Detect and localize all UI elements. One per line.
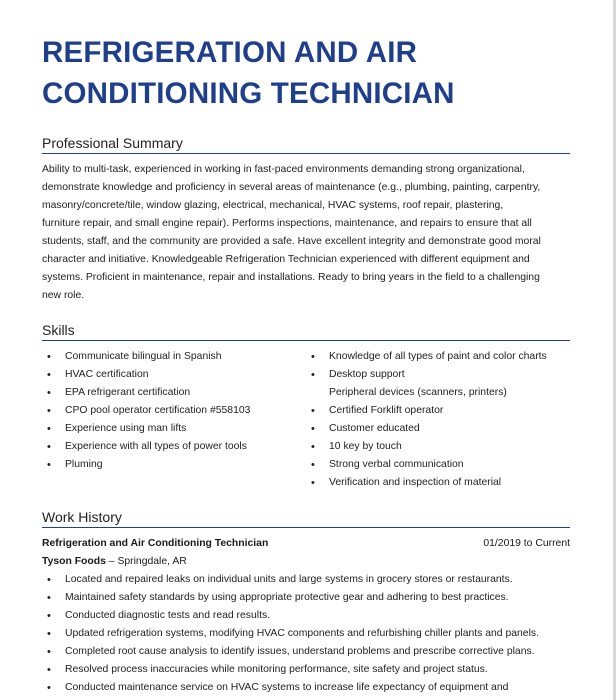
duty-item: • Conducted maintenance service on HVAC systems to increase life expectancy of equipment and [42, 679, 539, 697]
duty-item: • Conducted diagnostic tests and read results. [42, 607, 539, 625]
duty-item: • Resolved process inaccuracies while monitoring performance, site safety and project status. [42, 661, 539, 679]
skill-item: • Customer educated [306, 420, 501, 438]
summary-line: character and initiative. Knowledgeable Refrigeration Technician experienced with different equipment and [42, 254, 530, 265]
employer-line [42, 555, 187, 569]
name-line-2: CONDITIONING TECHNICIAN [42, 77, 455, 110]
summary-line: demonstrate knowledge and proficiency in several areas of maintenance (e.g., plumbing, painting, carpentry, [42, 182, 541, 193]
skill-item: • Certified Forklift operator [306, 402, 501, 420]
section-divider [42, 340, 570, 341]
job-title: Refrigeration and Air Conditioning Technician [42, 538, 269, 549]
job-duties-list [42, 571, 539, 697]
skill-item: • Experience using man lifts [42, 420, 250, 438]
summary-line: masonry/concrete/tile, window glazing, electrical, mechanical, HVAC systems, roof repair, plastering, [42, 200, 504, 211]
duty-item: • Maintained safety standards by using appropriate protective gear and adhering to best practices. [42, 589, 539, 607]
skills-list-right [306, 348, 547, 384]
skills-list-right-rest [306, 402, 501, 492]
skill-item: • HVAC certification [42, 366, 250, 384]
skills-heading: Skills [42, 322, 75, 338]
candidate-name [42, 32, 582, 114]
skill-item: • EPA refrigerant certification [42, 384, 250, 402]
professional-summary-heading: Professional Summary [42, 135, 183, 151]
skill-item: • Pluming [42, 456, 250, 474]
skills-list-left [42, 348, 250, 474]
summary-text [42, 161, 574, 305]
summary-line: systems. Proficient in maintenance, repair and installations. Ready to bring years in the field to a challenging [42, 272, 540, 283]
duty-item: • Updated refrigeration systems, modifying HVAC components and refurbishing chiller plants and panels. [42, 625, 539, 643]
duty-item: • Completed root cause analysis to identify issues, understand problems and prescribe corrective plans. [42, 643, 539, 661]
skill-item: • Experience with all types of power tools [42, 438, 250, 456]
job-location: Springdale, AR [117, 556, 187, 567]
skill-item: • CPO pool operator certification #558103 [42, 402, 250, 420]
skill-item: • Verification and inspection of material [306, 474, 501, 492]
skill-item: • 10 key by touch [306, 438, 501, 456]
duty-item: • Located and repaired leaks on individual units and large systems in grocery stores or restaurants. [42, 571, 539, 589]
work-history-heading: Work History [42, 509, 122, 525]
skill-item: • Communicate bilingual in Spanish [42, 348, 250, 366]
summary-line: new role. [42, 290, 85, 301]
job-dates: 01/2019 to Current [483, 538, 570, 549]
summary-line: Ability to multi-task, experienced in working in fast-paced environments demanding strong organizational, [42, 164, 525, 175]
section-divider [42, 527, 570, 528]
skill-item-continuation: Peripheral devices (scanners, printers) [329, 387, 507, 398]
employer-separator: – [105, 556, 118, 567]
summary-line: students, staff, and the community are provided a safe. Have excellent integrity and demonstrate good moral [42, 236, 541, 247]
name-line-1: REFRIGERATION AND AIR [42, 36, 418, 69]
summary-line: furniture repair, and small engine repair). Performs inspections, maintenance, and repairs to ensure that all [42, 218, 532, 229]
company-name: Tyson Foods [42, 556, 106, 567]
section-divider [42, 153, 570, 154]
skill-item: • Knowledge of all types of paint and color charts [306, 348, 547, 366]
skill-item: • Strong verbal communication [306, 456, 501, 474]
skill-item: • Desktop support [306, 366, 547, 384]
